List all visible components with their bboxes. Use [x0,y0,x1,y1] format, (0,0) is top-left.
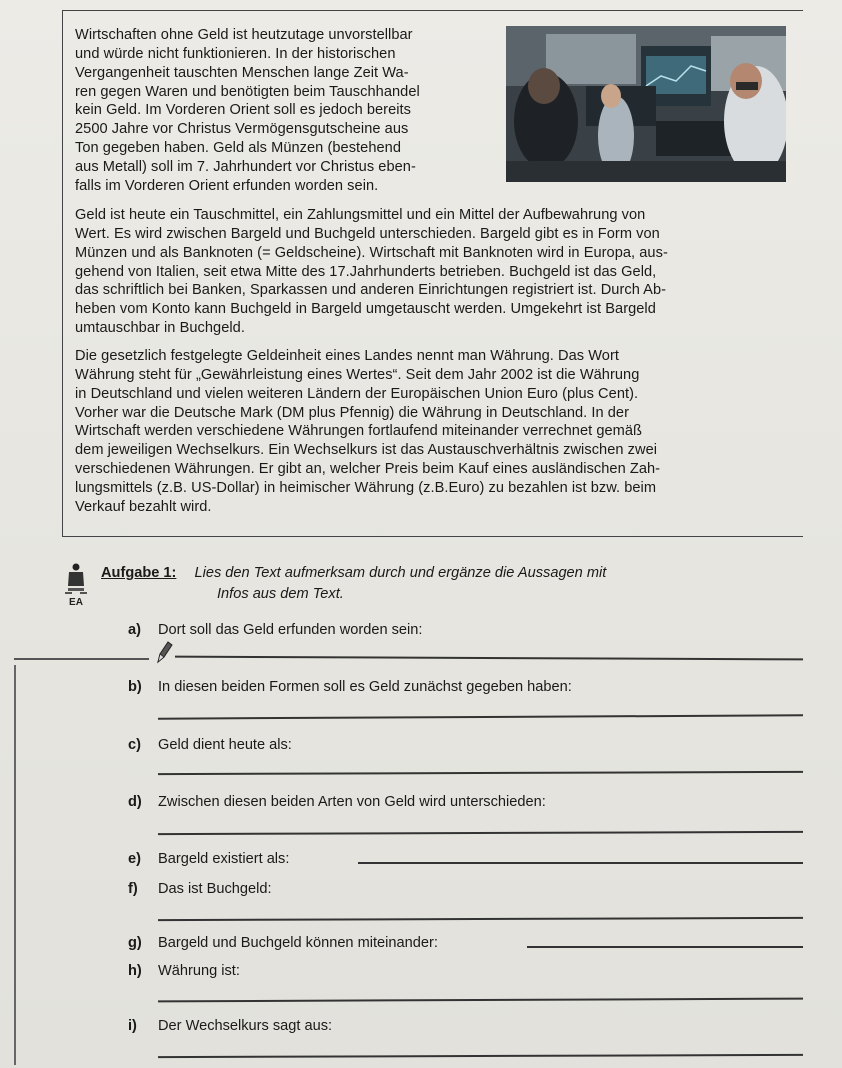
question-text: Der Wechselkurs sagt aus: [158,1018,333,1034]
text-line: aus Metall) soll im 7. Jahrhundert vor Christus eben- [75,158,416,175]
text-line: und würde nicht funktionieren. In der historischen [75,45,396,62]
text-line: Wert. Es wird zwischen Bargeld und Buchgeld unterschieden. Bargeld gibt es in Form von [75,225,660,242]
text-line: Geld ist heute ein Tauschmittel, ein Zahlungsmittel und ein Mittel der Aufbewahrung von [75,207,646,223]
text-line: dem jeweiligen Wechselkurs. Ein Wechselkurs ist das Austauschverhältnis zwischen zwei [75,442,658,459]
question-f [128,879,272,899]
text-line: Wirtschaften ohne Geld ist heutzutage unvorstellbar [75,27,413,43]
text-line: heben vom Konto kann Buchgeld in Bargeld umgetauscht werden. Umgekehrt ist Bargeld [75,301,656,318]
text-line: Währung steht für „Gewährleistung eines Wertes“. Seit dem Jahr 2002 ist die Währung [75,366,640,383]
text-line: umtauschbar in Buchgeld. [75,320,245,337]
photo-illustration [506,26,786,182]
question-text: In diesen beiden Formen soll es Geld zunächst gegeben haben: [158,679,572,695]
text-line: kein Geld. Im Vorderen Orient soll es jedoch bereits [75,102,411,119]
individual-work-icon [62,562,90,610]
question-letter: b) [128,679,142,695]
text-line: in Deutschland und vielen weiteren Ländern der Europäischen Union Euro (plus Cent). [75,385,639,402]
question-text: Bargeld und Buchgeld können miteinander: [158,935,438,951]
task-instruction-cont: Infos aus dem Text. [217,586,344,602]
margin-top-rule [14,658,149,660]
question-h [128,961,240,981]
question-letter: f) [128,881,138,897]
question-text: Zwischen diesen beiden Arten von Geld wird unterschieden: [158,794,546,810]
text-line: Münzen und als Banknoten (= Geldscheine). Wirtschaft mit Banknoten wird in Europa, aus- [75,244,668,261]
question-text: Währung ist: [158,963,240,979]
question-i [128,1016,332,1036]
text-line: Verkauf bezahlt wird. [75,498,212,515]
text-line: das schriftlich bei Banken, Sparkassen und anderen Einrichtungen registriert ist. Durch Ab- [75,282,667,299]
question-b [128,677,572,697]
question-letter: a) [128,622,141,638]
text-line: Vorher war die Deutsche Mark (DM plus Pfennig) die Währung in Deutschland. In der [75,404,630,421]
text-line: falls im Vorderen Orient erfunden worden sein. [75,177,379,194]
text-line: Ton gegeben haben. Geld als Münzen (bestehend [75,140,401,157]
question-e [128,849,289,869]
text-line: gehend von Italien, seit etwa Mitte des 17.Jahrhunderts betrieben. Buchgeld ist das Geld, [75,263,657,280]
text-line: Vergangenheit tauschten Menschen lange Zeit Wa- [75,64,409,81]
text-line: verschiedenen Währungen. Er gibt an, welcher Preis beim Kauf eines ausländischen Zah- [75,461,661,478]
intro-paragraph-2 [75,206,668,338]
question-letter: h) [128,963,142,979]
question-letter: g) [128,935,142,951]
answer-line-g[interactable] [527,946,803,948]
question-text: Das ist Buchgeld: [158,881,272,897]
question-text: Dort soll das Geld erfunden worden sein: [158,622,423,638]
margin-line [14,665,16,1065]
question-letter: d) [128,794,142,810]
question-letter: e) [128,851,141,867]
intro-paragraph-1 [75,26,420,196]
text-line: Wirtschaft werden verschiedene Währungen fortlaufend miteinander verrechnet gemäß [75,423,643,440]
stock-traders-photo [506,26,786,182]
question-text: Geld dient heute als: [158,737,292,753]
text-line: ren gegen Waren und benötigten beim Tauschhandel [75,83,420,100]
question-d [128,792,546,812]
text-line: Die gesetzlich festgelegte Geldeinheit eines Landes nennt man Währung. Das Wort [75,348,619,364]
question-a [128,620,422,640]
ea-label: EA [69,597,83,608]
question-letter: i) [128,1018,137,1034]
text-line: 2500 Jahre vor Christus Vermögensgutscheine aus [75,121,409,138]
question-c [128,735,292,755]
task-heading [101,563,606,584]
task-instruction: Lies den Text aufmerksam durch und ergänze die Aussagen mit [194,565,607,581]
intro-paragraph-3 [75,347,660,517]
question-g [128,933,438,953]
task-label: Aufgabe 1: [101,565,177,581]
question-text: Bargeld existiert als: [158,851,290,867]
question-letter: c) [128,737,141,753]
answer-line-e[interactable] [358,862,803,864]
pencil-icon [152,640,176,664]
text-line: lungsmittels (z.B. US-Dollar) in heimischer Währung (z.B.Euro) zu bezahlen ist bzw. beim [75,479,657,496]
